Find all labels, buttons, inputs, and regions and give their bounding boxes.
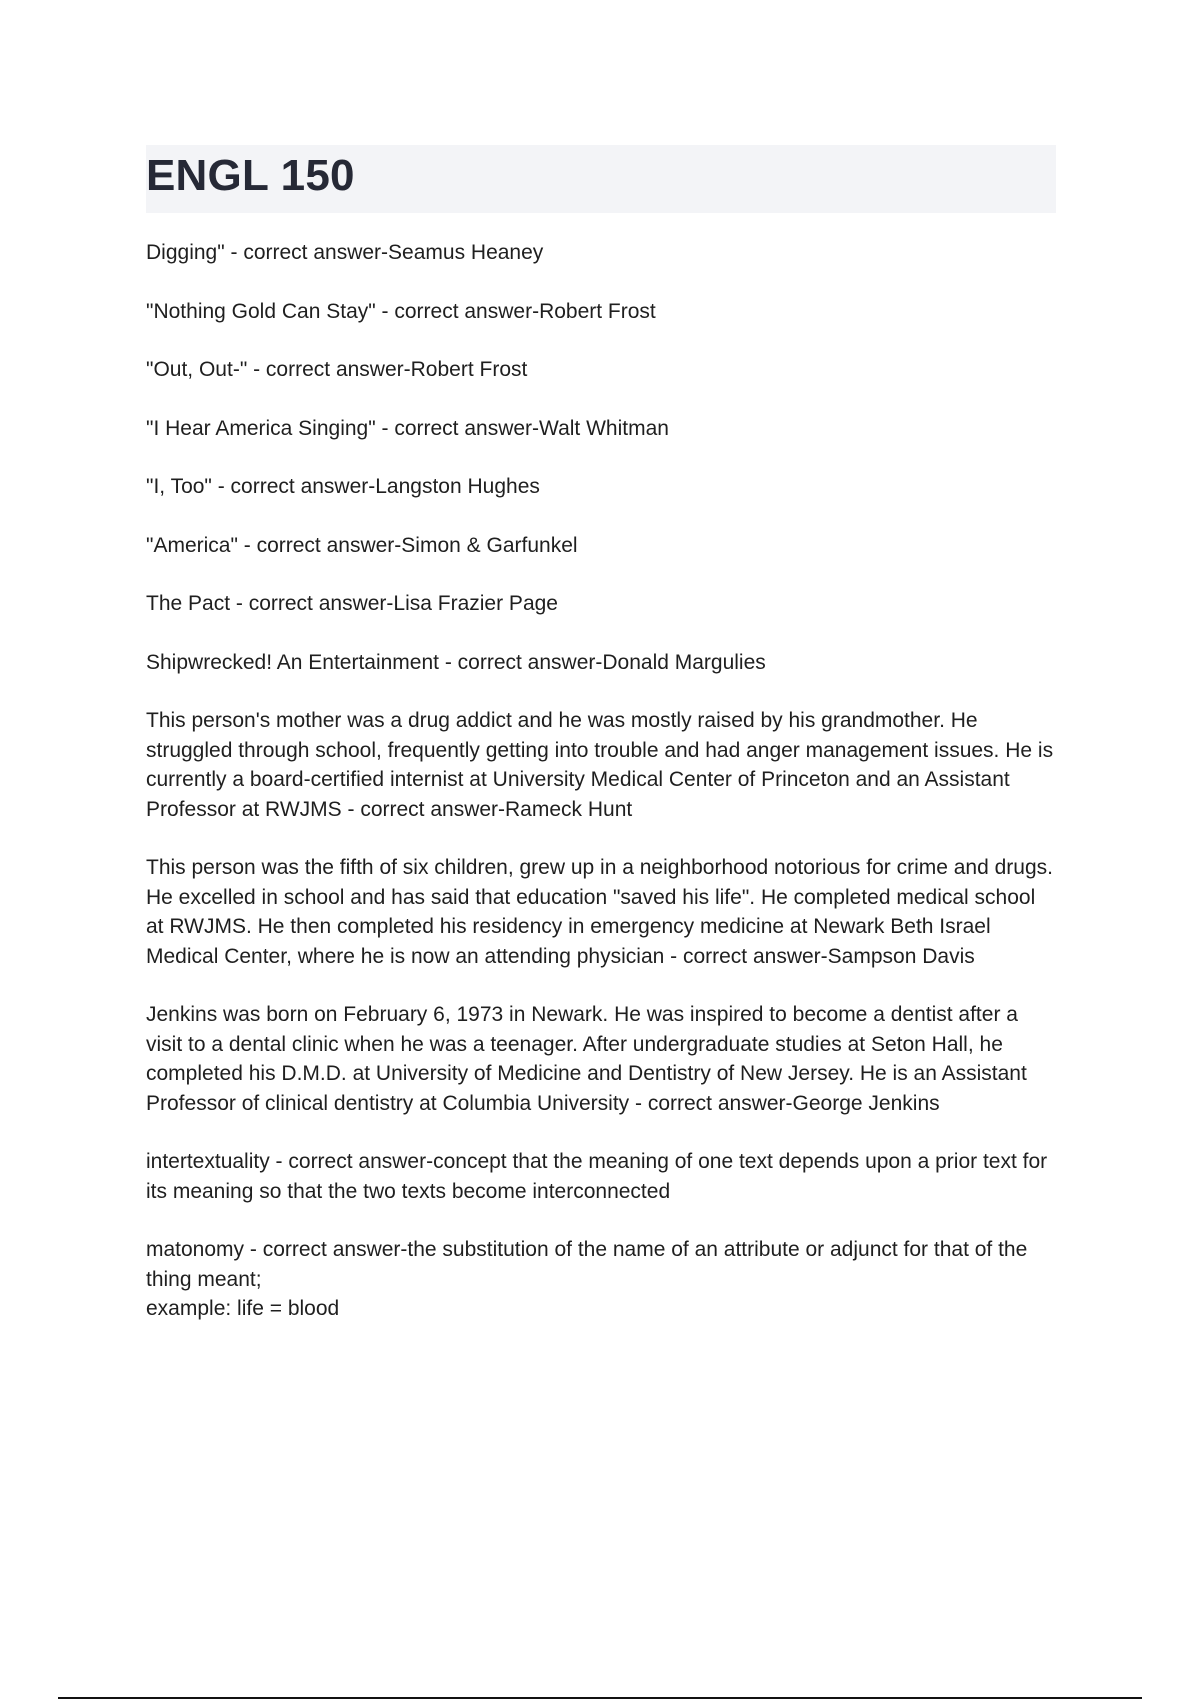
flashcard-entry-america: "America" - correct answer-Simon & Garfunkel [146, 533, 578, 557]
flashcard-entry-matonomy: matonomy - correct answer-the substitution of the name of an attribute or adjunct for that of the thing meant; example: life = blood [146, 1238, 1028, 1320]
flashcard-entry-the-pact: The Pact - correct answer-Lisa Frazier Page [146, 592, 558, 615]
footer-divider [58, 1697, 1142, 1699]
flashcard-entry-rameck-hunt: This person's mother was a drug addict and he was mostly raised by his grandmother. He struggled through school, frequently getting into trouble and had anger management issues. He is currently a board-certified internist at University Medical Center of Princeton and an Assistant Professor at RWJMS - correct answer-Rameck Hunt [146, 709, 1054, 821]
flashcard-list [146, 238, 1056, 1353]
flashcard-entry-george-jenkins: Jenkins was born on February 6, 1973 in Newark. He was inspired to become a dentist after a visit to a dental clinic when he was a teenager. After undergraduate studies at Seton Hall, he completed his D.M.D. at University of Medicine and Dentistry of New Jersey. He is an Assistant Professor of clinical dentistry at Columbia University - correct answer-George Jenkins [146, 1003, 1027, 1115]
flashcard-entry-digging: Digging" - correct answer-Seamus Heaney [146, 241, 544, 264]
flashcard-entry-out-out: "Out, Out-" - correct answer-Robert Frost [146, 358, 528, 381]
flashcard-entry-shipwrecked: Shipwrecked! An Entertainment - correct answer-Donald Margulies [146, 650, 766, 674]
page-title: ENGL 150 [146, 151, 355, 200]
flashcard-entry-i-too: "I, Too" - correct answer-Langston Hughes [146, 475, 540, 498]
flashcard-entry-sampson-davis: This person was the fifth of six children, grew up in a neighborhood notorious for crime and drugs. He excelled in school and has said that education "saved his life". He completed medical school at RWJMS. He then completed his residency in emergency medicine at Newark Beth Israel Medical Center, where he is now an attending physician - correct answer-Sampson Davis [146, 856, 1053, 968]
flashcard-entry-america-singing: "I Hear America Singing" - correct answer-Walt Whitman [146, 416, 669, 440]
flashcard-entry-nothing-gold: "Nothing Gold Can Stay" - correct answer-Robert Frost [146, 299, 656, 323]
flashcard-entry-intertextuality: intertextuality - correct answer-concept that the meaning of one text depends upon a prior text for its meaning so that the two texts become interconnected [146, 1150, 1048, 1203]
